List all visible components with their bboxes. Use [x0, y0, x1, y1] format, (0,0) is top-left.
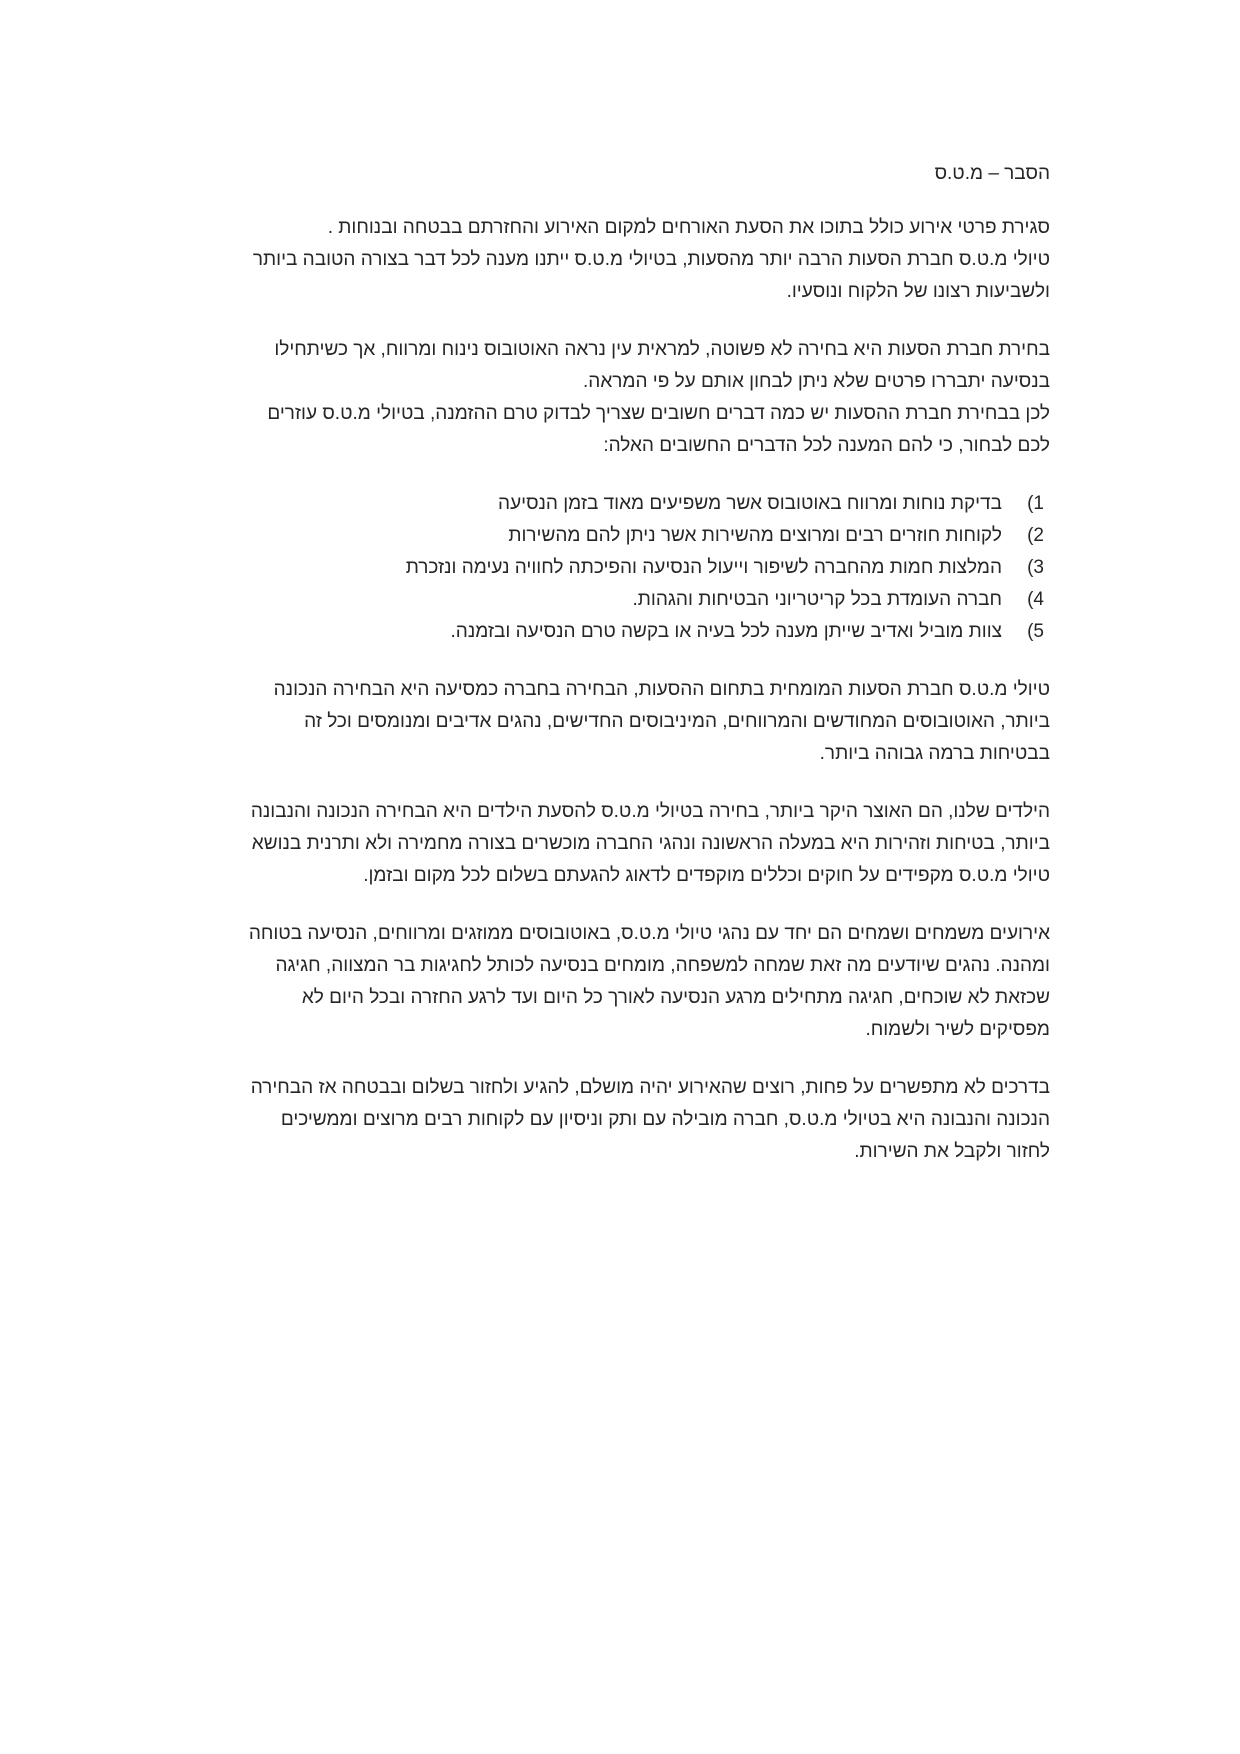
criteria-list — [170, 488, 1050, 648]
choice-paragraph-2 — [170, 398, 1050, 462]
list-item-number: 4) — [1027, 589, 1044, 610]
list-item-text: צוות מוביל ואדיב שייתן מענה לכל בעיה או בקשה טרם הנסיעה ובזמנה. — [450, 621, 1002, 642]
choice-paragraph-1 — [170, 334, 1050, 398]
expert-line: בבטיחות ברמה גבוהה ביותר. — [819, 743, 1050, 764]
list-item-text: חברה העומדת בכל קריטריוני הבטיחות והגהות. — [632, 589, 1002, 610]
closing-line: לחזור ולקבל את השירות. — [854, 1141, 1050, 1162]
list-item-text: המלצות חמות מהחברה לשיפור וייעול הנסיעה והפיכתה לחוויה נעימה ונזכרת — [405, 557, 1002, 578]
list-item-text: בדיקת נוחות ומרווח באוטובוס אשר משפיעים מאוד בזמן הנסיעה — [498, 493, 1002, 514]
list-item — [170, 616, 1050, 648]
children-line: טיולי מ.ט.ס מקפידים על חוקים וכללים מוקפדים לדאוג להגעתם בשלום לכל מקום ובזמן. — [363, 865, 1050, 886]
intro-line: טיולי מ.ט.ס חברת הסעות הרבה יותר מהסעות, בטיולי מ.ט.ס ייתנו מענה לכל דבר בצורה הטובה ביותר — [252, 249, 1050, 270]
closing-paragraph — [170, 1072, 1050, 1168]
list-item — [170, 520, 1050, 552]
list-item — [170, 552, 1050, 584]
list-item-number: 1) — [1027, 493, 1044, 514]
intro-paragraph — [170, 212, 1050, 308]
children-line: הילדים שלנו, הם האוצר היקר ביותר, בחירה בטיולי מ.ט.ס להסעת הילדים היא הבחירה הנכונה והנבונה — [250, 801, 1050, 822]
choice-line: בנסיעה יתבררו פרטים שלא ניתן לבחון אותם על פי המראה. — [583, 371, 1050, 392]
children-paragraph — [170, 796, 1050, 892]
list-item — [170, 584, 1050, 616]
choice-line: לכן בבחירת חברת ההסעות יש כמה דברים חשובים שצריך לבדוק טרם ההזמנה, בטיולי מ.ט.ס עוזרים — [267, 403, 1050, 424]
events-line: שכזאת לא שוכחים, חגיגה מתחילים מרגע הנסיעה לאורך כל היום ועד לרגע החזרה ובכל היום לא — [301, 987, 1050, 1008]
expert-paragraph — [170, 674, 1050, 770]
document-body — [170, 158, 1050, 1194]
list-item — [170, 488, 1050, 520]
intro-line: ולשביעות רצונו של הלקוח ונוסעיו. — [786, 281, 1050, 302]
list-item-number: 5) — [1027, 621, 1044, 642]
document-heading — [170, 158, 1050, 190]
expert-line: ביותר, האוטובוסים המחודשים והמרווחים, המיניבוסים החדישים, נהגים אדיבים ומנומסים וכל זה — [304, 711, 1050, 732]
heading-text: הסבר – מ.ט.ס — [934, 163, 1050, 184]
choice-line: בחירת חברת הסעות היא בחירה לא פשוטה, למראית עין נראה האוטובוס נינוח ומרווח, אך כשיתחילו — [274, 339, 1050, 360]
list-item-number: 2) — [1027, 525, 1044, 546]
events-paragraph — [170, 918, 1050, 1046]
expert-line: טיולי מ.ט.ס חברת הסעות המומחית בתחום ההסעות, הבחירה בחברה כמסיעה היא הבחירה הנכונה — [273, 679, 1050, 700]
closing-line: הנכונה והנבונה היא בטיולי מ.ט.ס, חברה מובילה עם ותק וניסיון עם לקוחות רבים מרוצים וממשיכים — [280, 1109, 1050, 1130]
events-line: מפסיקים לשיר ולשמוח. — [865, 1019, 1050, 1040]
events-line: אירועים משמחים ושמחים הם יחד עם נהגי טיולי מ.ט.ס, באוטובוסים ממוזגים ומרווחים, הנסיעה בטוחה — [248, 923, 1050, 944]
list-item-text: לקוחות חוזרים רבים ומרוצים מהשירות אשר ניתן להם מהשירות — [508, 525, 1002, 546]
children-line: ביותר, בטיחות וזהירות היא במעלה הראשונה ונהגי החברה מוכשרים בצורה מחמירה ולא ותרנית בנושא — [251, 833, 1050, 854]
list-item-number: 3) — [1027, 557, 1044, 578]
closing-line: בדרכים לא מתפשרים על פחות, רוצים שהאירוע יהיה מושלם, להגיע ולחזור בשלום ובבטחה אז הבחירה — [250, 1077, 1050, 1098]
events-line: ומהנה. נהגים שיודעים מה זאת שמחה למשפחה, מומחים בנסיעה לכותל לחגיגות בר המצווה, חגיגה — [275, 955, 1050, 976]
intro-line: סגירת פרטי אירוע כולל בתוכו את הסעת האורחים למקום האירוע והחזרתם בבטחה ובנוחות . — [327, 217, 1050, 238]
choice-line: לכם לבחור, כי להם המענה לכל הדברים החשובים האלה: — [603, 435, 1050, 456]
